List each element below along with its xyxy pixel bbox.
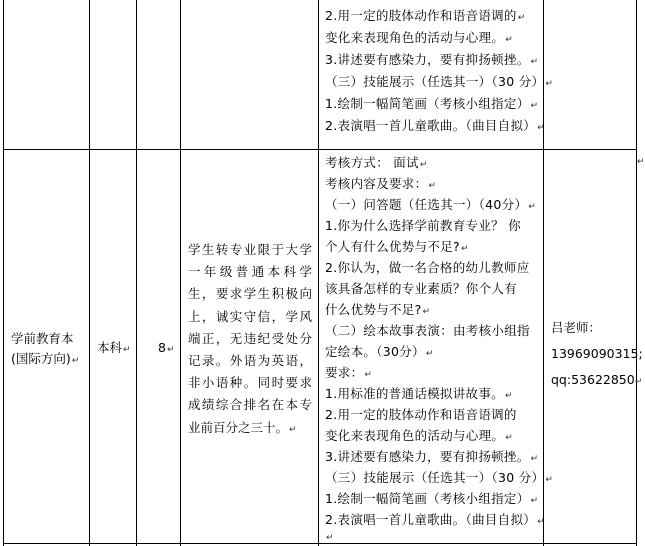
content-line-9: （二）绘本故事表演：由考核小组指 [325,323,530,338]
content-line-5: 个人有什么优势与不足?↵ [325,239,469,254]
contact-teacher: 吕老师： [551,320,602,335]
contact-info [551,315,643,395]
content-line-18: 2.表演唱一首儿童歌曲。（曲目自拟）↵ [325,512,545,527]
transfer-requirement: 学生转专业限于大学一年级普通本科学生，要求学生积极向上，诚实守信，学风端正，无违纪受处分记录。外语为英语，非小语种。同时要求成绩综合排名在本专业前百分之三十。↵ [188,242,312,435]
content-line-10: 定绘本。（30分）↵ [325,344,434,359]
content-line-15: 3.讲述要有感染力，要有抑扬顿挫。↵ [325,449,539,464]
content-line-16: （三）技能展示（任选其一）（30 分）↵ [325,470,554,485]
row-border-bottom [3,543,636,544]
col-border-2 [136,0,137,546]
content-line-7: 该具备怎样的专业素质？你个人有 [325,281,518,296]
content-line-6: 2.你认为，做一名合格的幼儿教师应 [325,260,530,275]
degree-level: 本科↵ [97,340,131,355]
content-line-14: 变化来表现角色的活动与心理。↵ [325,428,514,443]
quota-number: 8↵ [158,340,175,355]
contact-phone: 13969090315; [551,346,643,361]
content-line-17: 1.绘制一幅简笔画（考核小组指定）↵ [325,491,539,506]
col-border-left [3,0,4,546]
top-line-5: 1.绘制一幅简笔画（考核小组指定）↵ [325,96,539,111]
col-border-4 [318,0,319,546]
content-line-11: 要求：↵ [325,365,373,380]
major-name-line-1: 学前教育本 [11,331,74,346]
top-line-6: 2.表演唱一首儿童歌曲。（曲目自拟）↵ [325,118,545,133]
content-line-1: 考核方式： 面试↵ [325,155,428,170]
col-border-3 [180,0,181,546]
content-line-8: 什么优势与不足?↵ [325,302,431,317]
top-line-2: 变化来表现角色的活动与心理。↵ [325,30,514,45]
major-name-line-2: (国际方向)↵ [11,351,80,366]
col-border-right [636,0,637,546]
row-end-mark: ↵ [637,157,645,167]
col-border-1 [89,0,90,546]
contact-qq: qq:53622850↵ [551,372,643,387]
top-line-1: 2.用一定的肢体动作和语音语调的↵ [325,8,526,23]
top-line-4: （三）技能展示（任选其一）（30 分）↵ [325,74,554,89]
row-border-mid [3,149,636,150]
top-line-3: 3.讲述要有感染力，要有抑扬顿挫。↵ [325,52,539,67]
content-line-3: （一）问答题（任选其一）（40分）↵ [325,197,537,212]
content-line-4: 1.你为什么选择学前教育专业？ 你 [325,218,522,233]
content-end-mark: ↵ [326,533,334,543]
major-name [11,329,79,371]
content-line-2: 考核内容及要求：↵ [325,176,437,191]
content-line-12: 1.用标准的普通话模拟讲故事。↵ [325,386,513,401]
content-line-13: 2.用一定的肢体动作和语音语调的 [325,407,517,422]
